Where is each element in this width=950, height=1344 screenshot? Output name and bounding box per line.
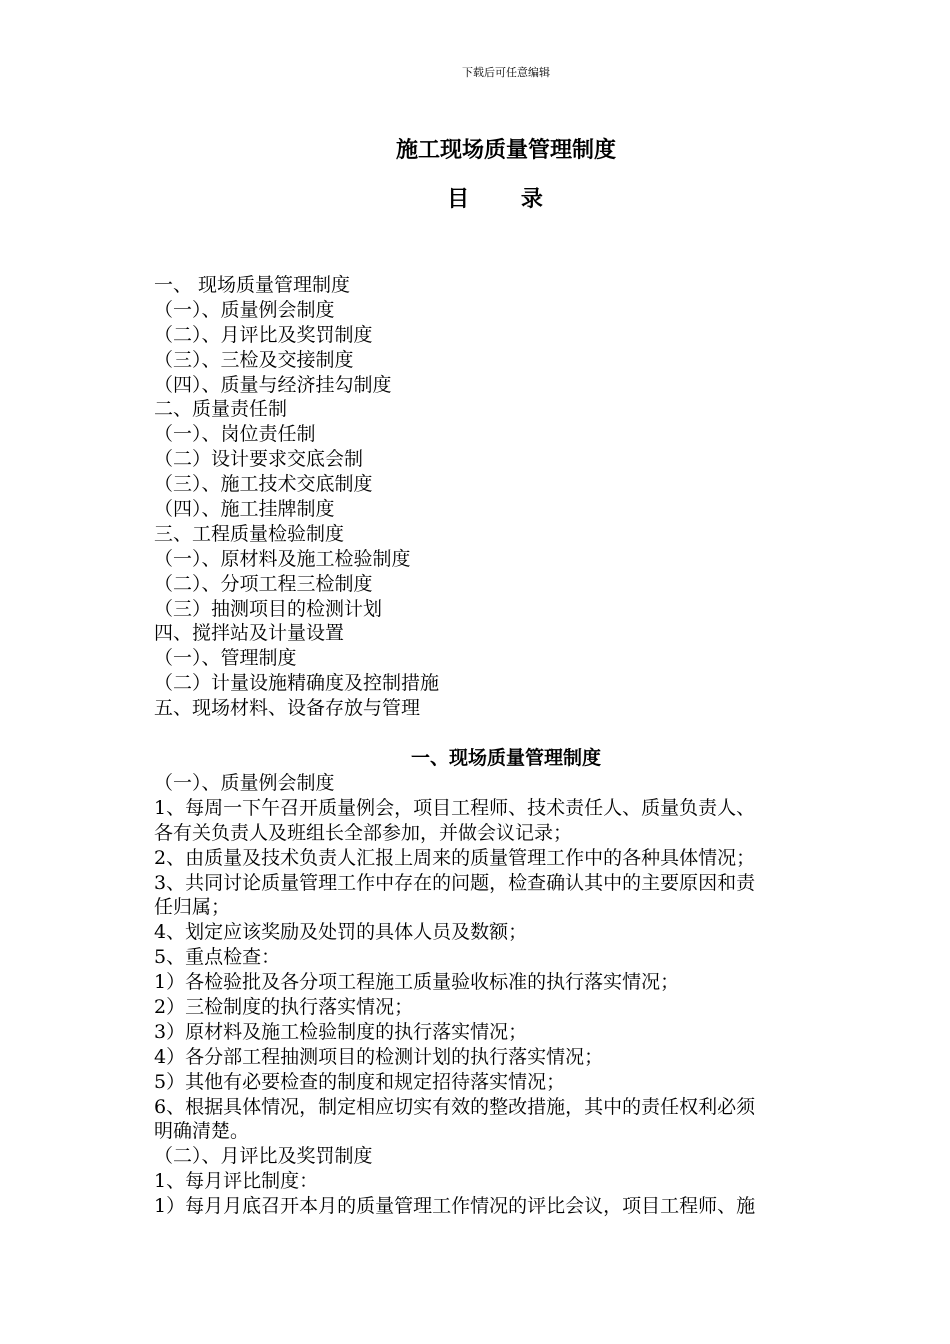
toc-item: （二）、月评比及奖罚制度: [154, 323, 373, 346]
toc-item: 三、工程质量检验制度: [154, 522, 345, 545]
body-line: 5）其他有必要检查的制度和规定招待落实情况；: [154, 1070, 566, 1093]
body-line: 4、划定应该奖励及处罚的具体人员及数额；: [154, 921, 528, 944]
body-line: 5、重点检查：: [154, 946, 281, 969]
body-line: 2）三检制度的执行落实情况；: [154, 996, 414, 1019]
body-line: 任归属；: [154, 896, 231, 919]
toc-item: （四）、质量与经济挂勾制度: [154, 373, 392, 396]
toc-item: （四）、施工挂牌制度: [154, 498, 335, 521]
body-line: 1）每月月底召开本月的质量管理工作情况的评比会议，项目工程师、施: [154, 1195, 756, 1218]
toc-item: 一、 现场质量管理制度: [154, 274, 351, 296]
body-line: 3）原材料及施工检验制度的执行落实情况；: [154, 1020, 528, 1043]
toc-item: （三）抽测项目的检测计划: [154, 597, 383, 620]
body-line: 明确清楚。: [154, 1120, 250, 1143]
toc-item: （三）、施工技术交底制度: [154, 473, 373, 496]
body-line: 1、每月评比制度：: [154, 1170, 319, 1193]
body-line: （一）、质量例会制度: [154, 772, 335, 794]
toc-item: （一）、原材料及施工检验制度: [154, 547, 411, 570]
body-line: （二）、月评比及奖罚制度: [154, 1145, 373, 1168]
toc-item: （三）、三检及交接制度: [154, 348, 354, 371]
table-of-contents: [154, 273, 874, 721]
toc-item: 四、搅拌站及计量设置: [154, 622, 345, 645]
body-line: 2、由质量及技术负责人汇报上周来的质量管理工作中的各种具体情况；: [154, 846, 756, 869]
toc-item: （二）计量设施精确度及控制措施: [154, 672, 440, 695]
header-note: 下载后可任意编辑: [462, 66, 550, 79]
toc-item: （一）、岗位责任制: [154, 423, 316, 446]
toc-item: （一）、管理制度: [154, 647, 297, 670]
toc-heading: 目 录: [447, 186, 565, 212]
body-text: [154, 771, 859, 1219]
body-line: 各有关负责人及班组长全部参加，并做会议记录；: [154, 821, 573, 844]
body-line: 1、每周一下午召开质量例会，项目工程师、技术责任人、质量负责人、: [154, 796, 756, 819]
body-line: 4）各分部工程抽测项目的检测计划的执行落实情况；: [154, 1045, 604, 1068]
toc-item: （二）、分项工程三检制度: [154, 572, 373, 595]
body-line: 3、共同讨论质量管理工作中存在的问题，检查确认其中的主要原因和责: [154, 871, 756, 894]
page-title: 施工现场质量管理制度: [395, 137, 616, 163]
body-line: 1）各检验批及各分项工程施工质量验收标准的执行落实情况；: [154, 971, 680, 994]
toc-item: 二、质量责任制: [154, 398, 288, 421]
toc-item: （一）、质量例会制度: [154, 298, 335, 321]
body-line: 6、根据具体情况，制定相应切实有效的整改措施，其中的责任权利必须: [154, 1095, 756, 1118]
toc-item: 五、现场材料、设备存放与管理: [154, 697, 421, 720]
section-heading: 一、现场质量管理制度: [410, 747, 601, 769]
toc-item: （二）设计要求交底会制: [154, 448, 364, 471]
